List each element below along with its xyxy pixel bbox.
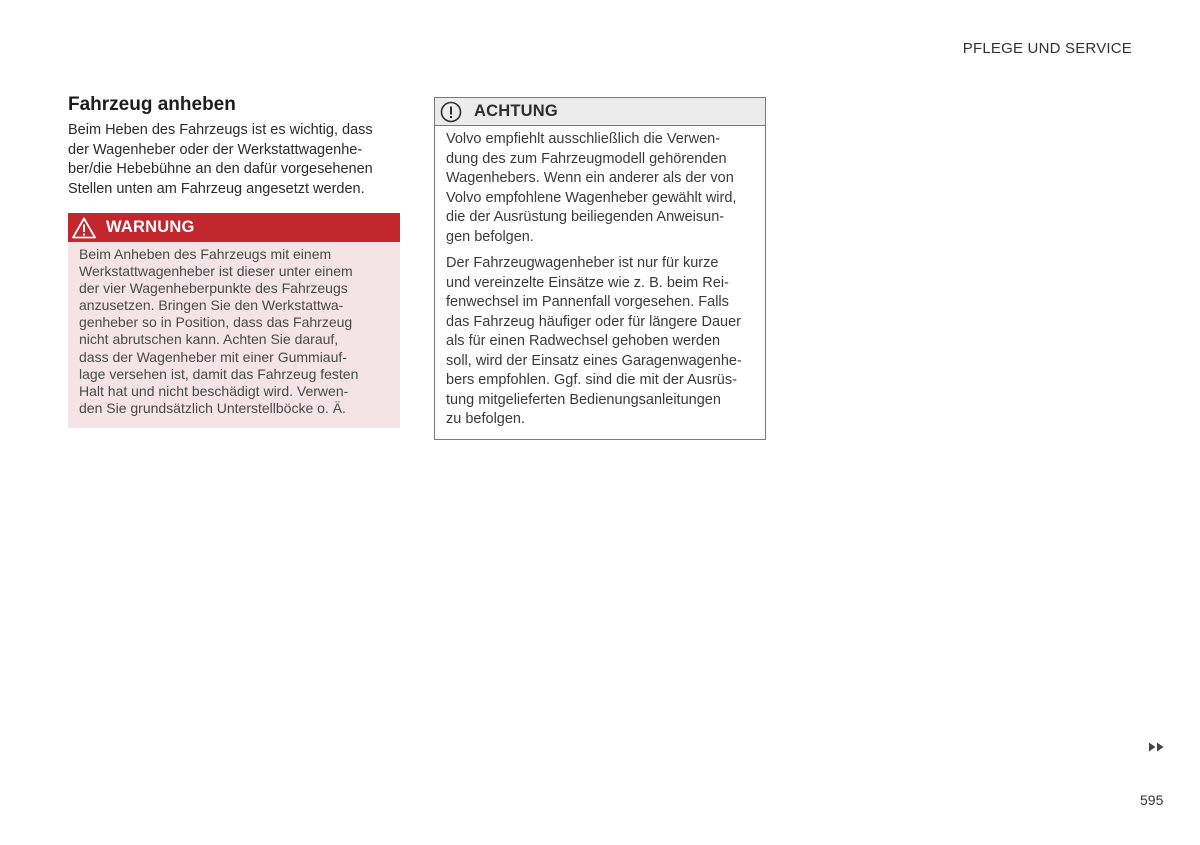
warning-title: WARNUNG: [106, 218, 195, 236]
double-arrow-right-icon[interactable]: [1148, 739, 1166, 757]
left-column: [68, 93, 400, 428]
info-icon: [440, 101, 462, 123]
caution-box: [434, 97, 766, 440]
page-number: 595: [1140, 792, 1164, 808]
intro-paragraph: Beim Heben des Fahrzeugs ist es wichtig, dass der Wagenheber oder der Werkstattwagenhe- ber/die Hebebühne an den dafür vorgesehenen Stellen unten am Fahrzeug angesetzt werden.: [68, 122, 373, 197]
caution-title: ACHTUNG: [474, 102, 558, 120]
page-title: Fahrzeug anheben: [68, 94, 236, 115]
warning-triangle-icon: [72, 217, 96, 239]
warning-box: [68, 213, 400, 428]
caution-paragraph: Volvo empfiehlt ausschließlich die Verwen- dung des zum Fahrzeugmodell gehörenden Wagenhebers. Wenn ein anderer als der von Volvo empfohlene Wagenheber gewählt wird, die der Ausrüstung beiliegenden Anweisun- gen befolgen.: [446, 131, 737, 245]
caution-paragraph: Der Fahrzeugwagenheber ist nur für kurze und vereinzelte Einsätze wie z. B. beim Rei- fenwechsel im Pannenfall vorgesehen. Falls das Fahrzeug häufiger oder für längere Dauer als für einen Radwechsel gehoben werden soll, wird der Einsatz eines Garagenwagenhe- bers empfohlen. Ggf. sind die mit der Ausrüs- tung mitgelieferten Bedienungsanleitungen zu befolgen.: [446, 255, 742, 427]
warning-header: [68, 213, 400, 242]
caution-header: [435, 98, 765, 126]
warning-text: Beim Anheben des Fahrzeugs mit einem Werkstattwagenheber ist dieser unter einem der vier Wagenheberpunkte des Fahrzeugs anzusetzen. Bringen Sie den Werkstattwa- genheber so in Position, dass das Fahrzeug nicht abrutschen kann. Achten Sie darauf, dass der Wagenheber mit einer Gummiauf- lage versehen ist, damit das Fahrzeug festen Halt hat und nicht beschädigt wird. Verwen- den Sie grundsätzlich Unterstellböcke o. Ä.: [79, 246, 359, 416]
section-header: PFLEGE UND SERVICE: [962, 40, 1132, 57]
caution-body: [435, 126, 765, 439]
